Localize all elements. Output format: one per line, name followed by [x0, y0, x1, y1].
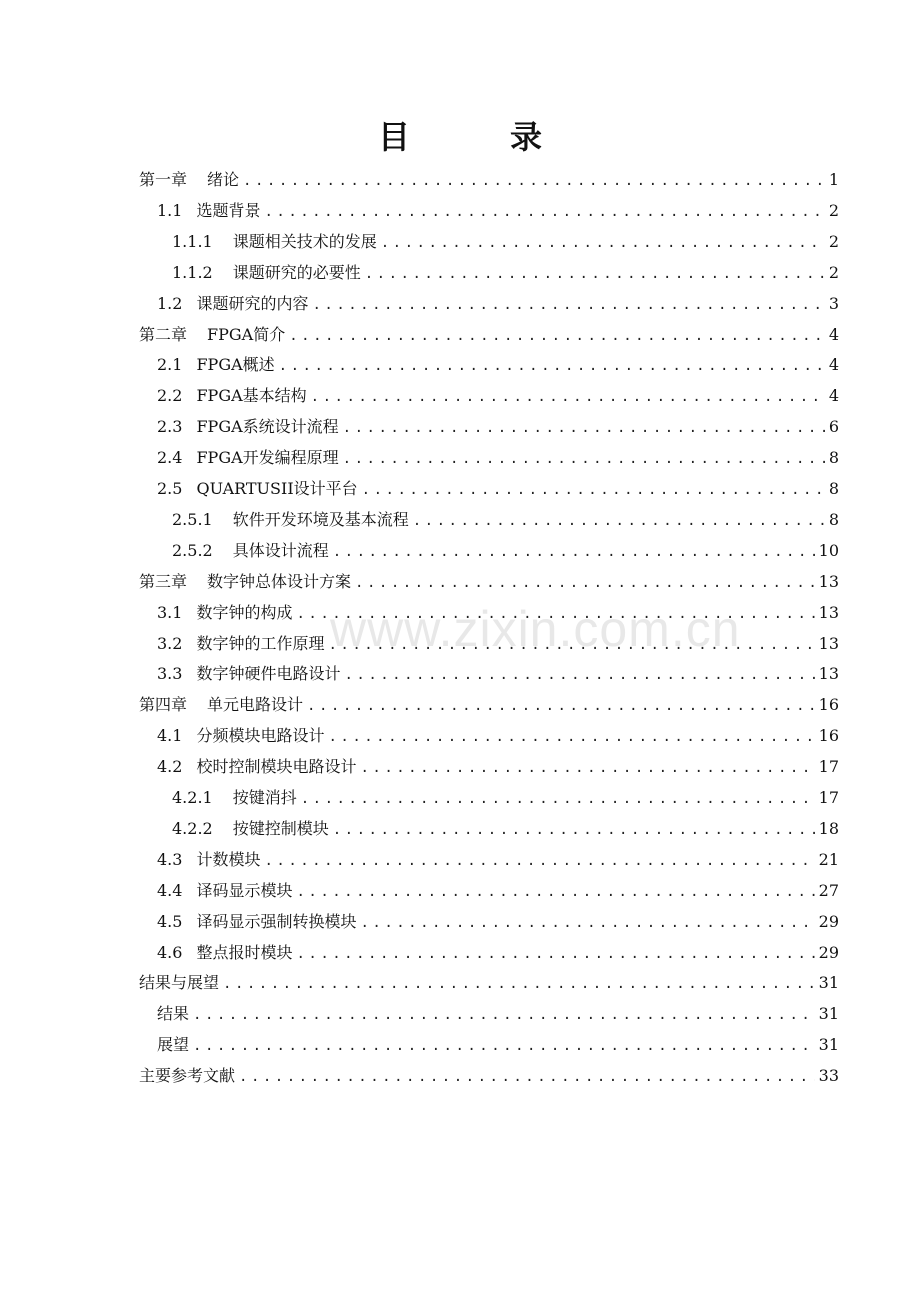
dot-leader — [264, 846, 814, 876]
dot-leader — [312, 290, 824, 320]
toc-entry-title: 整点报时模块 — [196, 942, 293, 962]
toc-entry[interactable] — [157, 721, 839, 751]
dot-leader — [355, 568, 815, 598]
toc-entry[interactable] — [157, 412, 839, 442]
dot-leader — [343, 444, 825, 474]
toc-entry-number: 2.3 — [157, 417, 183, 437]
toc-entry-page-number: 29 — [818, 911, 839, 931]
toc-entry-page-number: 29 — [818, 942, 839, 962]
toc-entry[interactable] — [172, 227, 839, 257]
toc-entry-title: 课题研究的内容 — [196, 293, 309, 313]
toc-entry[interactable] — [172, 814, 839, 844]
toc-entry-page-number: 18 — [818, 818, 839, 838]
toc-entry[interactable] — [157, 196, 839, 226]
dot-leader — [360, 753, 814, 783]
toc-entry-page-number: 33 — [818, 1066, 839, 1086]
dot-leader — [333, 815, 815, 845]
dot-leader — [193, 1000, 815, 1030]
dot-leader — [193, 1031, 815, 1061]
dot-leader — [239, 1062, 815, 1092]
toc-entry-page-number: 8 — [828, 479, 839, 498]
toc-entry-number: 2.4 — [157, 448, 183, 468]
toc-entry[interactable] — [157, 474, 839, 504]
toc-entry[interactable] — [157, 845, 839, 875]
toc-entry-page-number: 8 — [828, 448, 839, 468]
toc-entry-title: 结果 — [157, 1004, 190, 1024]
toc-entry-number: 4.2 — [157, 757, 183, 777]
toc-entry-number: 4.2.2 — [172, 818, 213, 838]
toc-entry[interactable] — [172, 536, 839, 566]
toc-entry-title: 按键控制模块 — [232, 818, 329, 838]
toc-entry[interactable] — [157, 350, 839, 380]
toc-entry-title: 单元电路设计 — [207, 695, 304, 715]
toc-entry[interactable] — [139, 320, 839, 350]
toc-entry-title: FPGA系统设计流程 — [196, 417, 339, 437]
toc-entry-page-number: 13 — [818, 633, 839, 653]
toc-entry[interactable] — [139, 968, 839, 998]
toc-entry-page-number: 2 — [828, 200, 839, 220]
toc-entry-title: FPGA基本结构 — [196, 386, 307, 406]
toc-entry-number: 4.1 — [157, 726, 183, 746]
toc-entry-title: FPGA简介 — [207, 324, 286, 344]
toc-entry[interactable] — [157, 938, 839, 968]
toc-entry-number: 2.1 — [157, 355, 183, 375]
toc-entry-title: 译码显示模块 — [196, 880, 293, 900]
toc-entry-number: 第二章 — [139, 324, 188, 344]
toc-entry-page-number: 4 — [828, 386, 839, 406]
dot-leader — [343, 413, 825, 443]
toc-entry-number: 第三章 — [139, 571, 188, 591]
toc-entry-page-number: 4 — [828, 324, 839, 344]
toc-entry-number: 4.6 — [157, 942, 183, 962]
toc-entry[interactable] — [139, 567, 839, 597]
toc-entry-number: 2.5.1 — [172, 509, 213, 529]
toc-entry-number: 2.5 — [157, 479, 183, 498]
dot-leader — [360, 908, 814, 938]
toc-entry-number: 1.1 — [157, 200, 183, 220]
dot-leader — [333, 537, 815, 567]
toc-entry-number: 4.4 — [157, 880, 183, 900]
toc-entry[interactable] — [157, 629, 839, 659]
toc-entry-page-number: 16 — [818, 726, 839, 746]
toc-entry-page-number: 3 — [828, 293, 839, 313]
toc-entry-page-number: 13 — [818, 664, 839, 684]
toc-entry[interactable] — [172, 783, 839, 813]
toc-entry-number: 4.3 — [157, 849, 183, 869]
dot-leader — [296, 939, 814, 969]
toc-entry-title: FPGA开发编程原理 — [196, 448, 339, 468]
toc-entry[interactable] — [157, 289, 839, 319]
dot-leader — [381, 228, 825, 258]
toc-entry[interactable] — [157, 659, 839, 689]
toc-entry-page-number: 16 — [818, 695, 839, 715]
toc-entry-page-number: 8 — [828, 509, 839, 529]
dot-leader — [296, 599, 814, 629]
dot-leader — [243, 166, 825, 196]
toc-entry-page-number: 2 — [828, 262, 839, 282]
toc-entry[interactable] — [139, 690, 839, 720]
toc-entry[interactable] — [157, 752, 839, 782]
toc-entry-number: 第四章 — [139, 695, 188, 715]
toc-entry-title: 校时控制模块电路设计 — [196, 757, 357, 777]
dot-leader — [223, 969, 815, 999]
toc-entry-number: 2.5.2 — [172, 540, 213, 560]
toc-entry-page-number: 10 — [818, 540, 839, 560]
toc-entry-number: 1.2 — [157, 293, 183, 313]
toc-entry-title: 数字钟的工作原理 — [196, 633, 325, 653]
toc-entry-number: 1.1.1 — [172, 231, 213, 251]
toc-entry-title: 课题研究的必要性 — [232, 262, 361, 282]
toc-entry-title: 课题相关技术的发展 — [232, 231, 377, 251]
toc-entry-page-number: 2 — [828, 231, 839, 251]
toc-entry-page-number: 6 — [828, 417, 839, 437]
toc-entry-title: 数字钟的构成 — [196, 602, 293, 622]
toc-entry-title: 数字钟硬件电路设计 — [196, 664, 341, 684]
toc-entry-page-number: 13 — [818, 571, 839, 591]
toc-entry[interactable] — [157, 907, 839, 937]
toc-entry[interactable] — [139, 165, 839, 195]
toc-entry-number: 3.1 — [157, 602, 183, 622]
toc-entry-page-number: 4 — [828, 355, 839, 375]
toc-entry-number: 4.5 — [157, 911, 183, 931]
toc-entry-title: FPGA概述 — [196, 355, 275, 375]
toc-entry-page-number: 31 — [818, 973, 839, 993]
toc-entry[interactable] — [172, 258, 839, 288]
dot-leader — [264, 197, 824, 227]
toc-entry-title: 主要参考文献 — [139, 1066, 236, 1086]
toc-entry-number: 1.1.2 — [172, 262, 213, 282]
toc-entry[interactable] — [157, 876, 839, 906]
toc-entry-title: 按键消抖 — [232, 788, 297, 807]
toc-entry-number: 4.2.1 — [172, 788, 213, 807]
dot-leader — [289, 321, 825, 351]
toc-entry-title: 分频模块电路设计 — [196, 726, 325, 746]
toc-entry[interactable] — [157, 999, 839, 1029]
toc-entry-title: 具体设计流程 — [232, 540, 329, 560]
dot-leader — [296, 877, 814, 907]
toc-entry-title: 计数模块 — [196, 849, 261, 869]
toc-entry-page-number: 31 — [818, 1004, 839, 1024]
toc-entry-title: 展望 — [157, 1035, 190, 1055]
toc-entry-title: QUARTUSII设计平台 — [196, 479, 358, 498]
toc-entry-title: 结果与展望 — [139, 973, 220, 993]
dot-leader — [328, 722, 814, 752]
dot-leader — [413, 506, 825, 536]
toc-entry-title: 绪论 — [207, 170, 240, 189]
page-title: 目 录 — [377, 118, 576, 156]
dot-leader — [328, 630, 814, 660]
toc-entry[interactable] — [157, 598, 839, 628]
toc-entry[interactable] — [157, 381, 839, 411]
dot-leader — [365, 259, 825, 289]
dot-leader — [362, 475, 825, 505]
toc-entry[interactable] — [157, 1030, 839, 1060]
toc-entry-page-number: 31 — [818, 1035, 839, 1055]
dot-leader — [344, 660, 814, 690]
toc-entry-page-number: 1 — [828, 170, 839, 189]
dot-leader — [307, 691, 815, 721]
toc-entry-title: 选题背景 — [196, 200, 261, 220]
toc-entry-page-number: 21 — [818, 849, 839, 869]
dot-leader — [311, 382, 825, 412]
toc-entry-number: 第一章 — [139, 170, 188, 189]
toc-entry-number: 3.3 — [157, 664, 183, 684]
toc-entry-page-number: 17 — [818, 788, 839, 807]
toc-entry-number: 2.2 — [157, 386, 183, 406]
toc-entry-title: 译码显示强制转换模块 — [196, 911, 357, 931]
dot-leader — [301, 784, 815, 814]
watermark: www.zixin.com.cn — [330, 601, 741, 657]
toc-entry-page-number: 17 — [818, 757, 839, 777]
toc-entry-number: 3.2 — [157, 633, 183, 653]
toc-entry[interactable] — [172, 505, 839, 535]
toc-entry-page-number: 27 — [818, 880, 839, 900]
dot-leader — [279, 351, 825, 381]
toc-entry-title: 数字钟总体设计方案 — [207, 571, 352, 591]
toc-entry[interactable] — [157, 443, 839, 473]
toc-entry-page-number: 13 — [818, 602, 839, 622]
toc-entry[interactable] — [139, 1061, 839, 1091]
toc-entry-title: 软件开发环境及基本流程 — [232, 509, 409, 529]
